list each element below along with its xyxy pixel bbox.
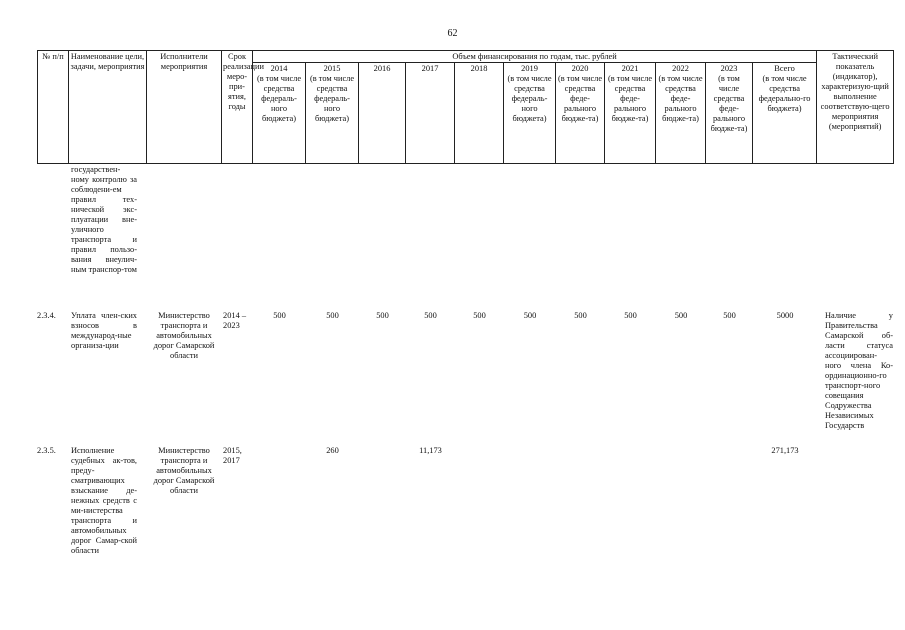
- header-year-2014: 2014 (в том числе средства федераль-ного бюджета): [253, 63, 306, 164]
- row-term: 2015, 2017: [223, 446, 242, 465]
- header-funding-title: Объем финансирования по годам, тыс. рублей: [253, 51, 817, 63]
- row-value-2014: 500: [273, 311, 286, 320]
- row-term: 2014 – 2023: [223, 311, 247, 330]
- row-value-2017: 500: [424, 311, 437, 320]
- row-num: 2.3.5.: [37, 446, 56, 455]
- row-indicator: Наличие у Правительства Самарской об-ласти статуса ассоциирован-ного члена Ко-ординационно-го транспорт-ного совещания Содружества Независимых Государств: [825, 311, 893, 430]
- row-total: 271,173: [771, 446, 799, 455]
- header-year-2022: 2022 (в том числе средства феде-рального бюдже-та): [656, 63, 706, 164]
- table-body: [37, 165, 893, 630]
- row-value-2020: 500: [574, 311, 587, 320]
- header-term: Срок реализации меро-при-ятия, годы: [222, 51, 253, 164]
- header-executor: Исполнители мероприятия: [147, 51, 222, 164]
- header-year-2017: 2017: [406, 63, 455, 164]
- row-total: 5000: [776, 311, 794, 320]
- row-value-2023: 500: [723, 311, 736, 320]
- header-year-2015: 2015 (в том числе средства федераль-ного бюджета): [306, 63, 359, 164]
- row-value-2017: 11,173: [419, 446, 442, 455]
- row-value-2016: 500: [376, 311, 389, 320]
- page-number: 62: [447, 28, 458, 39]
- header-num: № п/п: [38, 51, 69, 164]
- header-year-2021: 2021 (в том числе средства феде-рального бюдже-та): [605, 63, 656, 164]
- row-value-2018: 500: [473, 311, 486, 320]
- row-value-2021: 500: [624, 311, 637, 320]
- row-value-2015: 500: [326, 311, 339, 320]
- row-name: Исполнение судебных ак-тов, преду-сматривающих взыскание де-нежных средств с ми-нистерства транспорта и автомобильных дорог Самар-ской области: [71, 446, 137, 555]
- row-executor: Министерство транспорта и автомобильных дорог Самарской области: [153, 446, 215, 495]
- row-value-2022: 500: [674, 311, 688, 320]
- row-executor: Министерство транспорта и автомобильных дорог Самарской области: [153, 311, 215, 360]
- header-name: Наименование цели, задачи, мероприятия: [69, 51, 147, 164]
- row-value-2015: 260: [326, 446, 339, 455]
- row-name: Уплата член-ских взносов в международ-ные организа-ции: [71, 311, 137, 350]
- row-value-2019: 500: [523, 311, 537, 320]
- row-name: государствен-ному контролю за соблюдени-ем правил тех-нической экс-плуатации вне-уличного транспорта и правил пользо-вания внеулич-ным транспор-том: [71, 165, 137, 274]
- header-total: Всего (в том числе средства федерально-го бюджета): [753, 63, 817, 164]
- row-num: 2.3.4.: [37, 311, 56, 320]
- header-year-2019: 2019 (в том числе средства федераль-ного бюджета): [504, 63, 556, 164]
- header-year-2020: 2020 (в том числе средства феде-рального бюдже-та): [556, 63, 605, 164]
- table-header: [37, 50, 894, 164]
- header-indicator: Тактический показатель (индикатор), характеризую-щий выполнение соответствую-щего мероприятия (мероприятий): [817, 51, 894, 164]
- header-year-2018: 2018: [455, 63, 504, 164]
- header-year-2016: 2016: [359, 63, 406, 164]
- header-year-2023: 2023 (в том числе средства феде-рального бюдже-та): [706, 63, 753, 164]
